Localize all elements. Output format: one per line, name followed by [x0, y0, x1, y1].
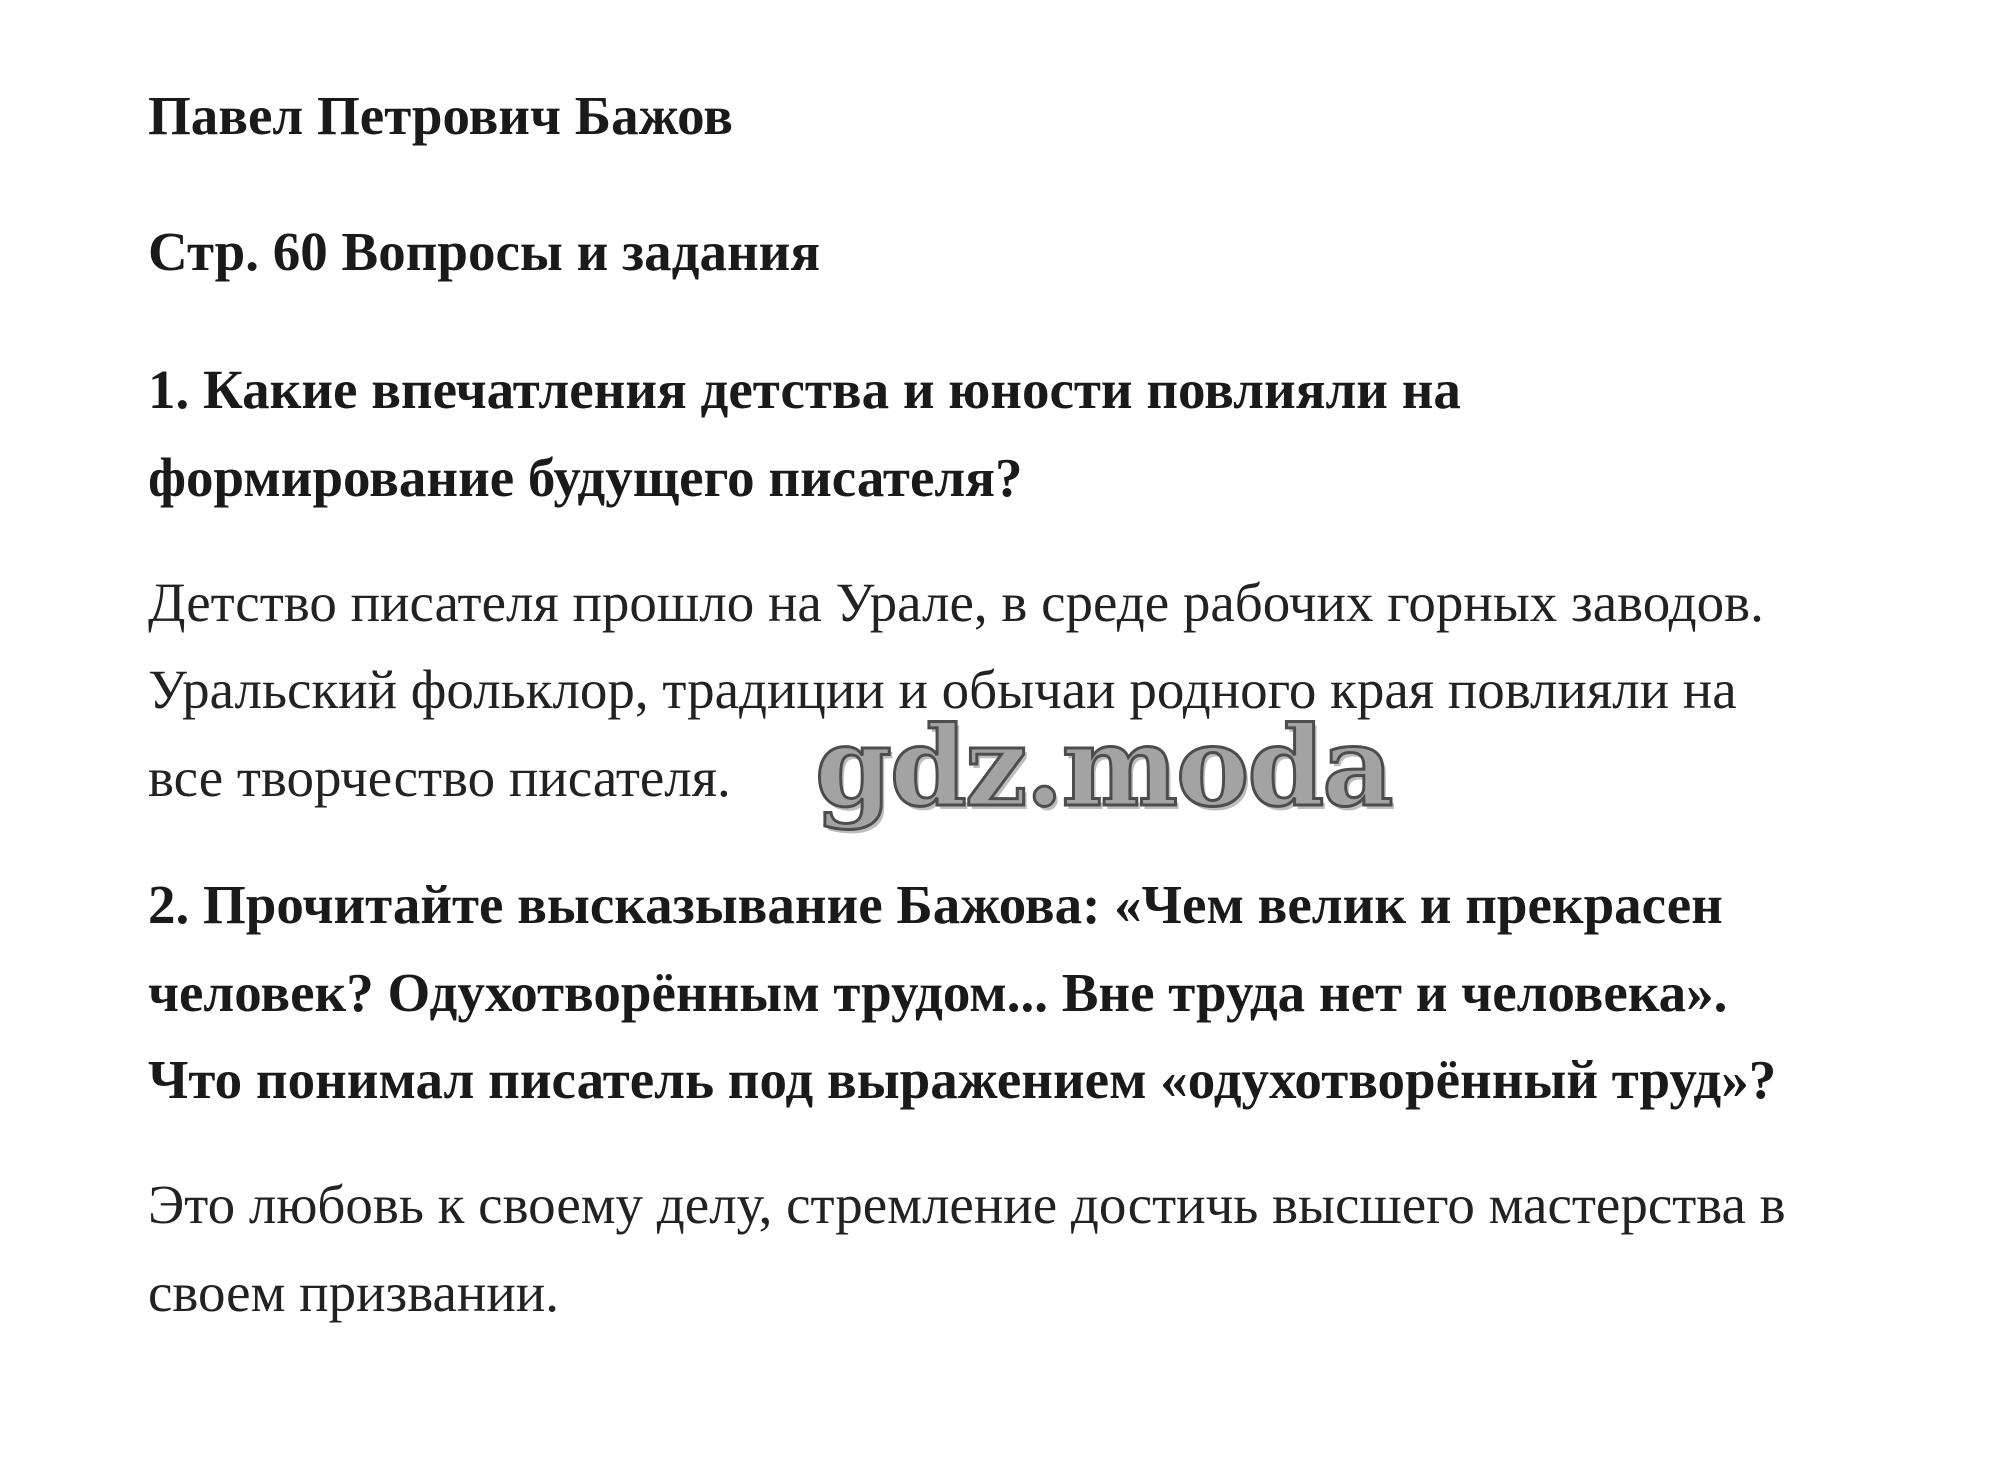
- answer-1-line-2: Уральский фольклор, традиции и обычаи родного края повлияли на: [148, 659, 1737, 720]
- page-title: Павел Петрович Бажов: [148, 85, 733, 146]
- question-2-line-1: 2. Прочитайте высказывание Бажова: «Чем велик и прекрасен: [148, 874, 1723, 935]
- answer-2-line-2: своем призвании.: [148, 1262, 559, 1323]
- watermark-logo: gdz.moda: [815, 702, 1392, 831]
- answer-2-line-1: Это любовь к своему делу, стремление достичь высшего мастерства в: [148, 1174, 1786, 1235]
- section-subtitle: Стр. 60 Вопросы и задания: [148, 221, 821, 282]
- answer-1-line-3: все творчество писателя.: [148, 747, 731, 808]
- question-2-line-3: Что понимал писатель под выражением «одухотворённый труд»?: [148, 1049, 1777, 1110]
- question-1-line-2: формирование будущего писателя?: [148, 447, 1023, 508]
- answer-1-line-1: Детство писателя прошло на Урале, в среде рабочих горных заводов.: [148, 572, 1764, 633]
- question-2-line-2: человек? Одухотворённым трудом... Вне труда нет и человека».: [148, 962, 1728, 1023]
- question-1-line-1: 1. Какие впечатления детства и юности повлияли на: [148, 359, 1461, 420]
